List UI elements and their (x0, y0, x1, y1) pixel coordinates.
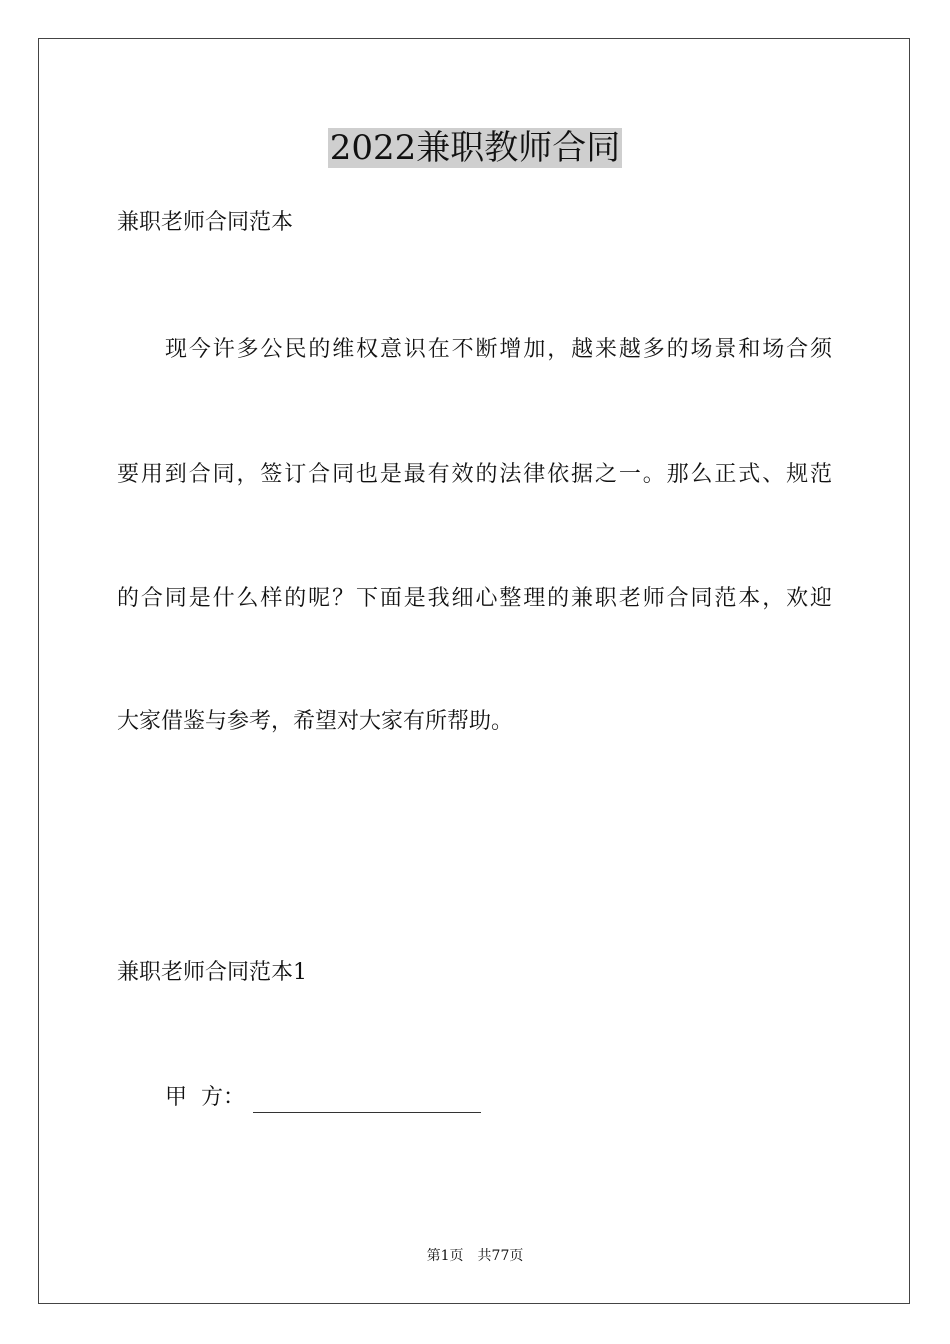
intro-line-2: 要用到合同，签订合同也是最有效的法律依据之一。那么正式、规范 (117, 462, 832, 487)
document-title (0, 126, 950, 170)
party-a-row (165, 1083, 481, 1113)
title-text: 2022兼职教师合同 (329, 128, 621, 168)
intro-line-4: 大家借鉴与参考，希望对大家有所帮助。 (117, 709, 514, 734)
intro-line-1: 现今许多公民的维权意识在不断增加，越来越多的场景和场合须 (165, 337, 832, 362)
page-current: 第1页 (426, 1248, 464, 1264)
page-total: 共77页 (477, 1248, 524, 1264)
party-a-label: 甲 方： (165, 1085, 245, 1110)
party-a-blank-field[interactable] (253, 1090, 481, 1113)
intro-line-3: 的合同是什么样的呢？下面是我细心整理的兼职老师合同范本，欢迎 (117, 586, 832, 611)
section-heading: 兼职老师合同范本1 (117, 960, 307, 985)
page-footer (0, 1246, 950, 1266)
subtitle: 兼职老师合同范本 (117, 210, 294, 235)
